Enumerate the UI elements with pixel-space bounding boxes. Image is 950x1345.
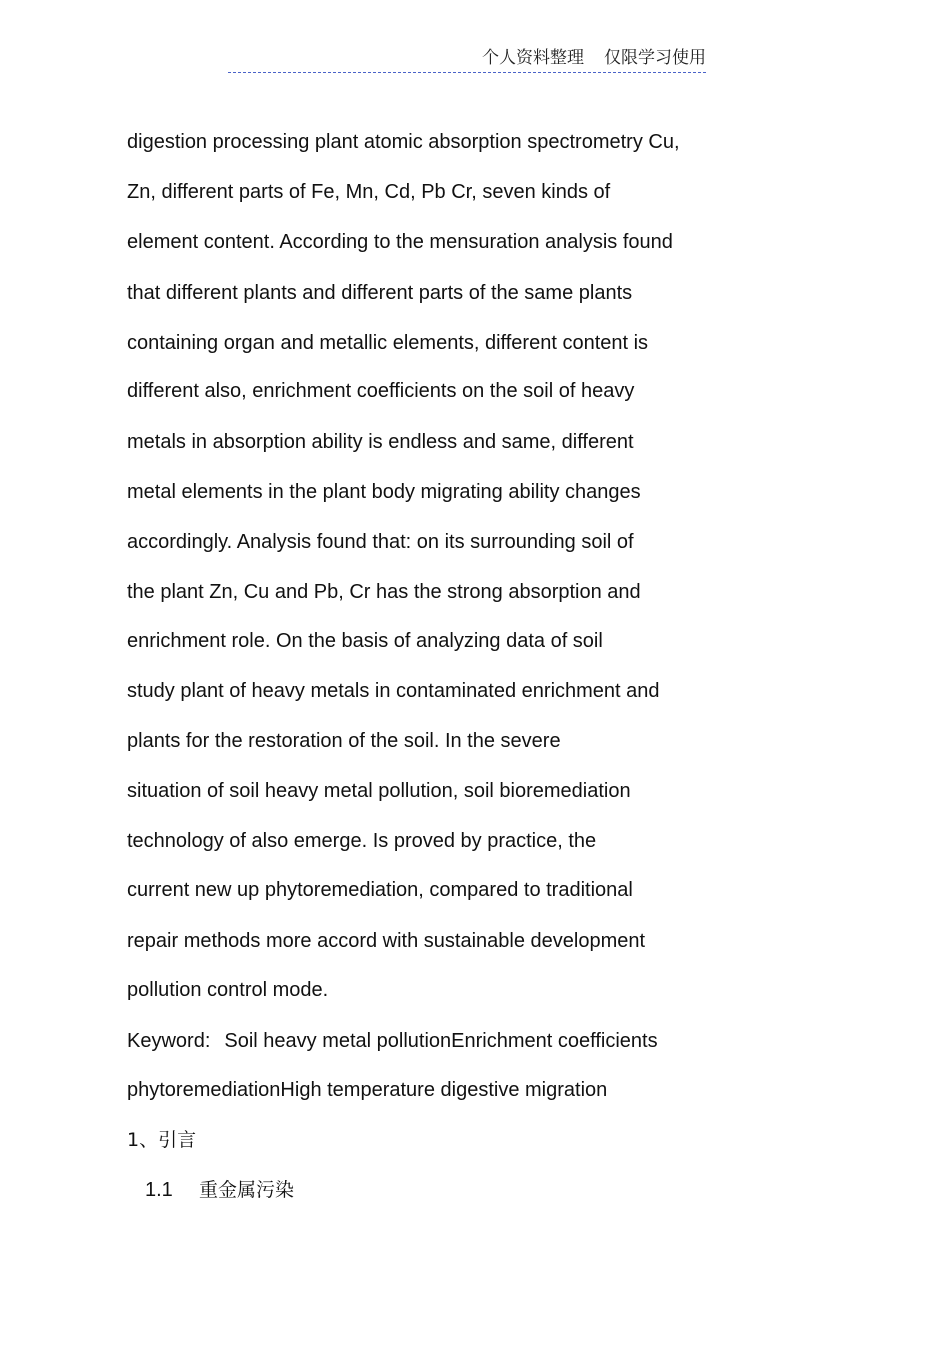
subsection-title: 重金属污染 <box>199 1179 295 1201</box>
paragraph-line: the plant Zn, Cu and Pb, Cr has the strong absorption and <box>127 581 641 603</box>
keywords-text-2: phytoremediationHigh temperature digestive migration <box>127 1079 608 1101</box>
paragraph-line: digestion processing plant atomic absorption spectrometry Cu, <box>127 131 680 153</box>
paragraph-line: current new up phytoremediation, compared to traditional <box>127 879 633 901</box>
page-header <box>228 46 706 73</box>
keywords-label: Keyword: <box>127 1030 211 1052</box>
paragraph-line: plants for the restoration of the soil. In the severe <box>127 730 561 752</box>
paragraph-line: situation of soil heavy metal pollution, soil bioremediation <box>127 780 631 802</box>
paragraph-line: containing organ and metallic elements, different content is <box>127 332 649 354</box>
paragraph-line: element content. According to the mensuration analysis found <box>127 231 673 253</box>
paragraph-line: pollution control mode. <box>127 979 329 1001</box>
paragraph-line: accordingly. Analysis found that: on its surrounding soil of <box>127 531 634 553</box>
paragraph-line: Zn, different parts of Fe, Mn, Cd, Pb Cr, seven kinds of <box>127 181 611 203</box>
paragraph-line: technology of also emerge. Is proved by practice, the <box>127 830 597 852</box>
paragraph-line: that different plants and different parts of the same plants <box>127 282 633 304</box>
section-heading: 1、引言 <box>127 1129 197 1151</box>
paragraph-line: study plant of heavy metals in contaminated enrichment and <box>127 680 660 702</box>
paragraph-line: different also, enrichment coefficients on the soil of heavy <box>127 380 635 402</box>
keywords-line <box>127 1028 658 1054</box>
paragraph-line: metals in absorption ability is endless and same, different <box>127 431 634 453</box>
subsection-number: 1.1 <box>145 1179 173 1201</box>
header-left-text: 个人资料整理 <box>482 48 584 68</box>
keywords-text-1: Soil heavy metal pollutionEnrichment coefficients <box>224 1030 658 1052</box>
paragraph-line: enrichment role. On the basis of analyzing data of soil <box>127 630 603 652</box>
subsection-heading <box>145 1177 294 1203</box>
header-right-text: 仅限学习使用 <box>604 48 706 68</box>
paragraph-line: repair methods more accord with sustainable development <box>127 930 646 952</box>
paragraph-line: metal elements in the plant body migrating ability changes <box>127 481 641 503</box>
